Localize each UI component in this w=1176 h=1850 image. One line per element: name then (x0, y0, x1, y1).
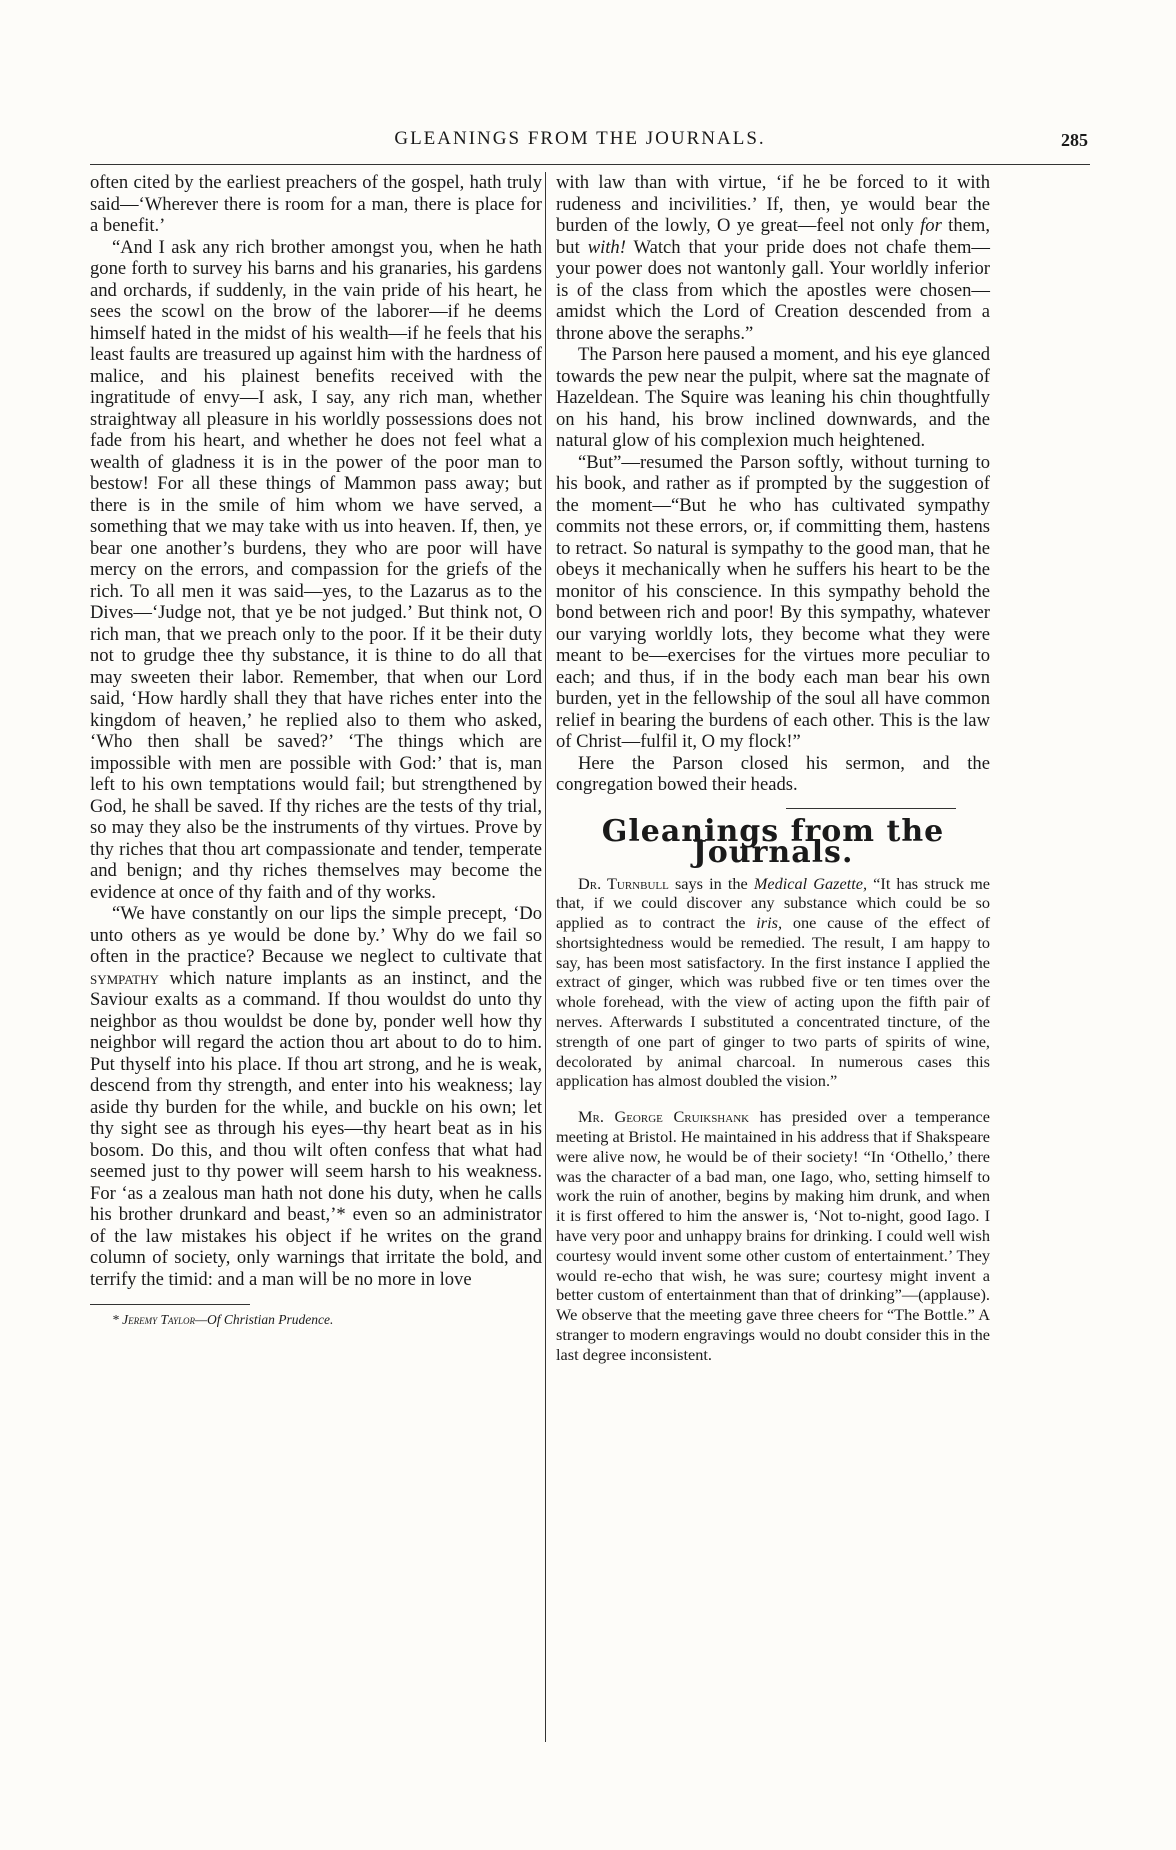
text-run: with law than with virtue, ‘if he be forced to it with rudeness and incivilities.’ If, then, ye would bear the burden of the lowly, O ye great—feel not only (556, 172, 990, 236)
section-heading: Gleanings from the Journals. (601, 813, 945, 870)
paragraph: Here the Parson closed his sermon, and the congregation bowed their heads. (556, 752, 990, 795)
small-caps-word: sympathy (90, 967, 159, 989)
paragraph (556, 172, 990, 344)
footnote-title: Of Christian Prudence. (207, 1312, 334, 1327)
text-run: Watch that your pride does not chafe them—your power does not wantonly gall. Your worldly inferior is of the class from which the apostles were chosen—amidst which the Lord of Creation descended from a throne above the seraphs.” (556, 236, 990, 344)
paragraph: “And I ask any rich brother amongst you, when he hath gone forth to survey his barns and his granaries, his gardens and orchards, if suddenly, in the vain pride of his heart, he sees the scowl on the brow of the laborer—if he deems himself hated in the midst of his wealth—if he feels that his least faults are treasured up against him with the hardness of malice, and his plainest benefits received with the ingratitude of envy—I ask, I say, any rich man, whether straightway all pleasure in his worldly possessions does not fade from his heart, and whether he does not feel what a wealth of gladness it is in the power of the poor man to bestow! For all these things of Mammon pass away; but there is in the smile of him whom we have served, a something that we may take with us into heaven. If, then, ye bear one another’s burdens, they who are poor will have mercy on the errors, and compassion for the griefs of the rich. To all men it was said—yes, to the Lazarus as to the Dives—‘Judge not, that ye be not judged.’ But think not, O rich man, that we preach only to the poor. If it be their duty not to grudge thee thy substance, it is thine to do all that may sweeten their labor. Remember, that when our Lord said, ‘How hardly shall they that have riches enter into the kingdom of heaven,’ he replied also to them who asked, ‘Who then shall be saved?’ ‘The things which are impossible with men are possible with God:’ that is, man left to his own temptations would fail; but strengthened by God, he shall be saved. If thy riches are the tests of thy trial, so may they also be the instruments of thy virtues. Prove by thy riches that thou art compassionate and tender, temperate and benign; and thy riches themselves may become the evidence at once of thy faith and of thy works. (90, 236, 542, 903)
footnote (90, 1309, 542, 1331)
text-run: “We have constantly on our lips the simple precept, ‘Do unto others as ye would be done by.’ Why do we fail so often in the practice? Because we neglect to cultivate that (90, 903, 542, 967)
header-rule (90, 164, 1090, 165)
footnote-author: * Jeremy Taylor— (112, 1312, 208, 1327)
paragraph: The Parson here paused a moment, and his eye glanced towards the pew near the pulpit, where sat the magnate of Hazeldean. The Squire was leaning his chin thoughtfully on his hand, his brow inclined downwards, and the natural glow of his complexion much heightened. (556, 344, 990, 451)
gleaning-item (556, 874, 990, 1092)
column-divider (545, 172, 546, 1742)
footnote-rule (90, 1304, 250, 1305)
running-head (90, 128, 1090, 160)
journal-name: Medical Gazette, (753, 873, 868, 893)
paragraph: often cited by the earliest preachers of the gospel, hath truly said—‘Wherever there is room for a man, there is place for a benefit.’ (90, 172, 542, 236)
paragraph (90, 903, 542, 1290)
text-run: says in the (674, 873, 748, 893)
text-run: one cause of the effect of shortsightedness would be remedied. The result, I am happy to say, has been most satisfactory. In the first instance I applied the extract of ginger, which was rubbed five or ten times over the whole forehead, with the view of acting upon the fifth pair of nerves. Afterwards I substituted a concentrated tincture, of the strength of one part of ginger to two parts of spirits of wine, decolorated by animal charcoal. In numerous cases this application has almost doubled the vision.” (556, 913, 991, 1091)
text-run: which nature implants as an instinct, and the Saviour exalts as a command. If thou wouldst do unto thy neighbor as thou wouldst be done by, ponder well how thy neighbor will regard the action thou art about to do to him. Put thyself into his place. If thou art strong, and he is weak, descend from thy strength, and enter into his weakness; lay aside thy burden for the while, and buckle on his own; let thy sight see as through his eyes—thy heart beat as in his bosom. Do this, and thou wilt often confess that what had seemed just to thy power will seem harsh to his weakness. For ‘as a zealous man hath not done his duty, when he calls his brother drunkard and beast,’* even so an administrator of the law mistakes his object if he writes on the grand column of society, only warnings that irritate the bold, and terrify the timid: and a man will be no more in love (90, 967, 542, 1290)
item-name: Mr. George Cruikshank (578, 1107, 750, 1127)
emphasis: iris, (756, 913, 783, 933)
section-rule (786, 808, 956, 809)
running-head-title: GLEANINGS FROM THE JOURNALS. (394, 128, 766, 149)
emphasis: with! (587, 236, 626, 258)
gleaning-item (556, 1107, 990, 1364)
text-run: them, but (556, 215, 990, 258)
gleanings-section (556, 874, 990, 1365)
item-name: Dr. Turnbull (578, 873, 669, 893)
text-run: has presided over a temperance meeting at Bristol. He maintained in his address that if Shakspeare were alive now, he would be of their society! “In ‘Othello,’ there was the character of a bad man, one Iago, who, setting himself to work the ruin of another, begins by making him drunk, and when it is first offered to him the answer is, ‘Not to-night, good Iago. I have very poor and unhappy brains for drinking. I could well wish courtesy would invent some other custom of entertainment.’ They would re-echo that wish, he was sure; courtesy might invent a better custom of entertainment than that of drinking”—(applause). We observe that the meeting gave three cheers for “The Bottle.” A stranger to modern engravings would no doubt consider this in the last degree inconsistent. (556, 1107, 990, 1364)
right-column (556, 172, 990, 1365)
emphasis: for (920, 215, 942, 236)
item-separator (556, 1091, 990, 1107)
paragraph: “But”—resumed the Parson softly, without turning to his book, and rather as if prompted by the suggestion of the moment—“But he who has cultivated sympathy commits not these errors, or, if committing them, hastens to retract. So natural is sympathy to the good man, that he obeys it mechanically when he suffers his heart to be the monitor of his conscience. In this sympathy behold the bond between rich and poor! By this sympathy, whatever our varying worldly lots, they become what they were meant to be—exercises for the virtues more peculiar to each; and thus, if in the body each man bear his own burden, yet in the fellowship of the soul all have common relief in bearing the burdens of each other. This is the law of Christ—fulfil it, O my flock!” (556, 451, 990, 752)
page-number: 285 (1061, 130, 1088, 150)
left-column (90, 172, 542, 1331)
text-run: “It has struck me that, if we could discover any substance which could be so applied as to contract the (556, 873, 990, 933)
